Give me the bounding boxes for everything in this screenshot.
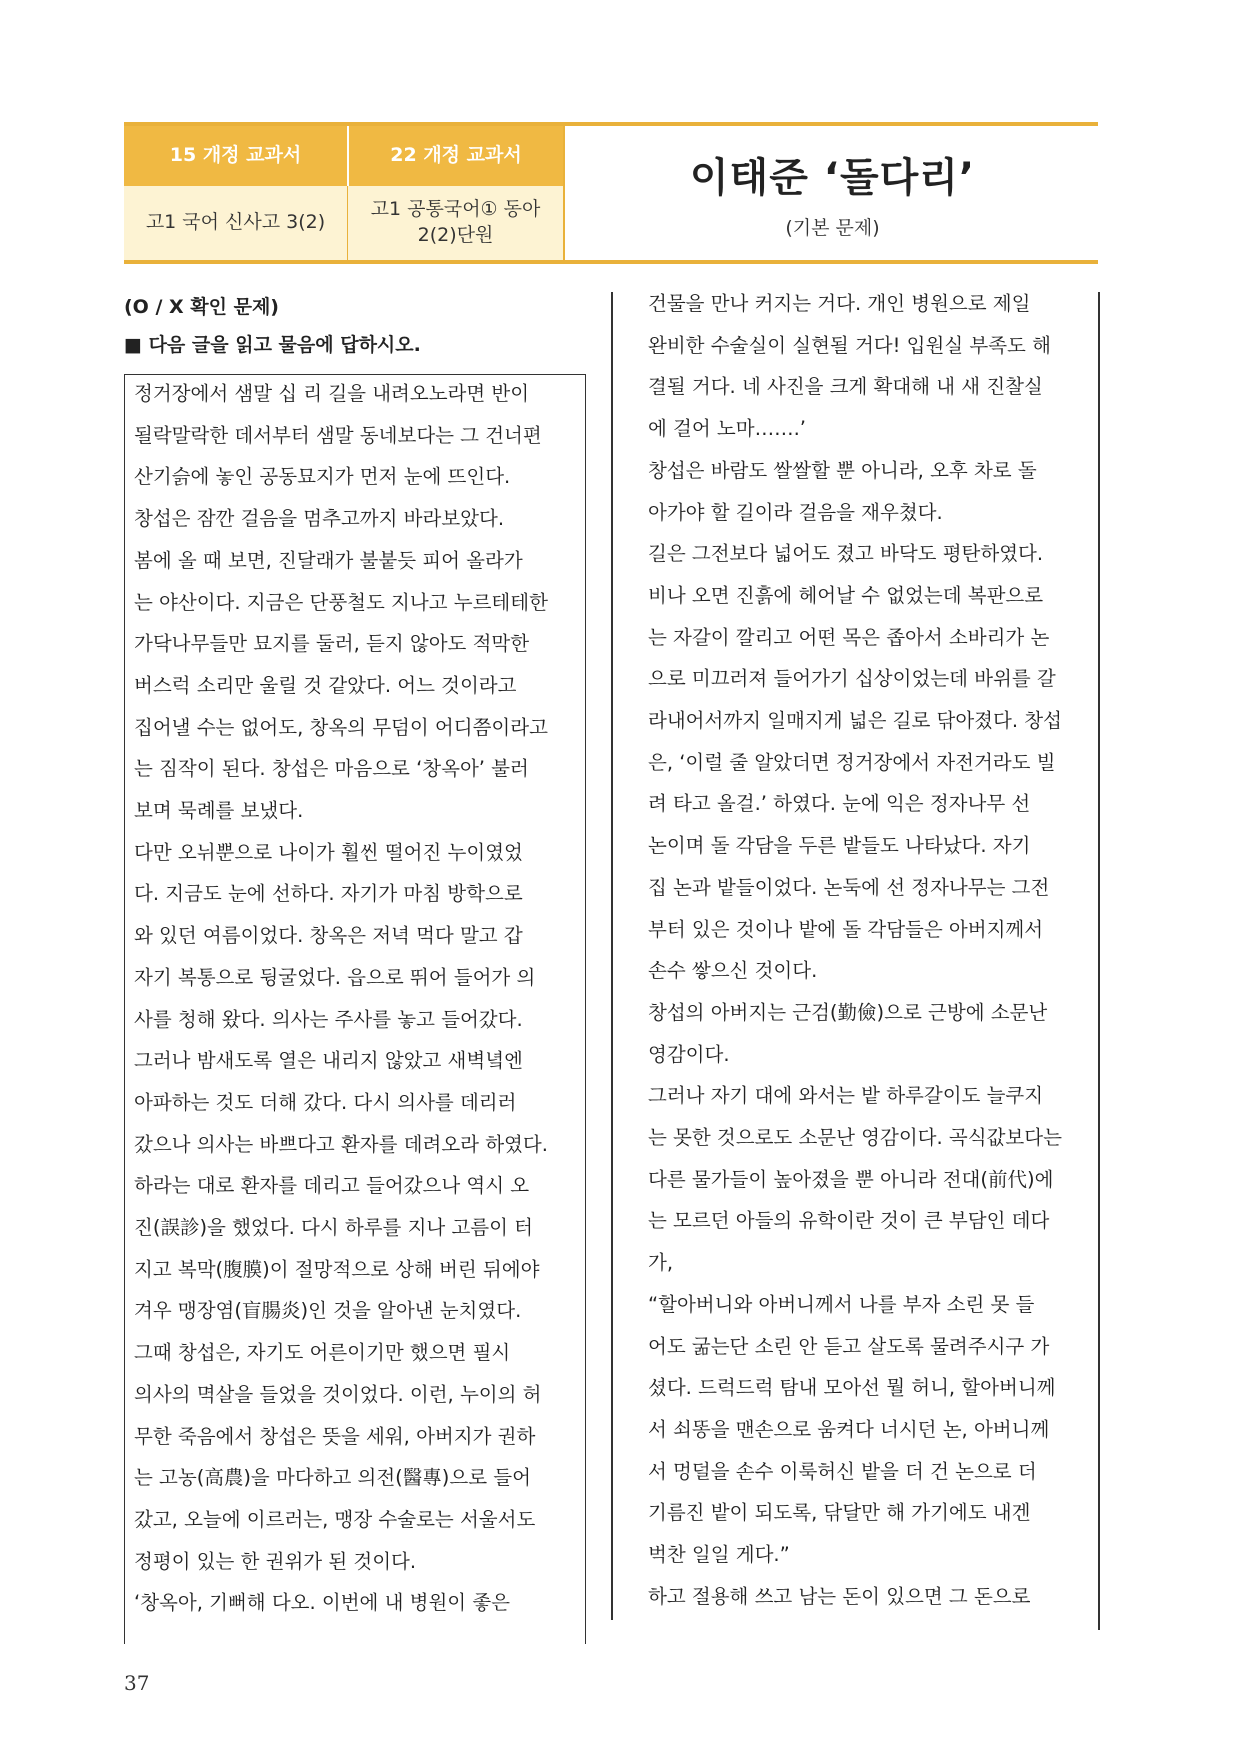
- passage-line: 려 타고 올걸.’ 하였다. 눈에 익은 정자나무 선: [648, 792, 1031, 816]
- passage-line: 아가야 할 길이라 걸음을 재우쳤다.: [648, 500, 943, 524]
- passage-line: 정평이 있는 한 권위가 된 것이다.: [134, 1549, 417, 1573]
- passage-line: “할아버니와 아버니께서 나를 부자 소린 못 들: [648, 1292, 1035, 1316]
- passage-line: 그러나 밤새도록 열은 내리지 않았고 새벽녘엔: [134, 1049, 523, 1073]
- passage-line: 는 모르던 아들의 유학이란 것이 큰 부담인 데다: [648, 1209, 1050, 1233]
- header-col1-value: 고1 국어 신사고 3(2): [124, 186, 347, 260]
- passage-line: 봄에 올 때 보면, 진달래가 불붙듯 피어 올라가: [134, 548, 523, 572]
- passage-line: 지고 복막(腹膜)이 절망적으로 상해 버린 뒤에야: [134, 1257, 540, 1281]
- page-title: 이태준 ‘돌다리’: [689, 155, 976, 201]
- passage-line: 으로 미끄러져 들어가기 십상이었는데 바위를 갈: [648, 667, 1056, 691]
- header-col2-value-line2: 2(2)단원: [417, 224, 494, 246]
- passage-line: 서 멍덜을 손수 이룩허신 밭을 더 건 논으로 더: [648, 1459, 1037, 1483]
- passage-line: 하고 절용해 쓰고 남는 돈이 있으면 그 돈으로: [648, 1584, 1031, 1608]
- header-col1-heading: 15 개정 교과서: [124, 126, 347, 186]
- passage-line: 완비한 수술실이 실현될 거다! 입원실 부족도 해: [648, 333, 1051, 357]
- passage-line: 길은 그전보다 넓어도 졌고 바닥도 평탄하였다.: [648, 542, 1044, 566]
- page-subtitle: (기본 문제): [785, 217, 880, 239]
- passage-line: 보며 묵례를 보냈다.: [134, 799, 304, 823]
- passage-line: 손수 쌓으신 것이다.: [648, 959, 818, 983]
- question-type-label: (O / X 확인 문제): [124, 296, 279, 318]
- passage-line: ‘창옥아, 기뻐해 다오. 이번에 내 병원이 좋은: [134, 1591, 511, 1615]
- passage-line: 정거장에서 샘말 십 리 길을 내려오노라면 반이: [134, 382, 530, 405]
- question-instruction: ■ 다음 글을 읽고 물음에 답하시오.: [124, 334, 421, 356]
- passage-line: 는 못한 것으로도 소문난 영감이다. 곡식값보다는: [648, 1126, 1062, 1150]
- passage-line: 하라는 대로 환자를 데리고 들어갔으나 역시 오: [134, 1174, 530, 1198]
- passage-line: 기름진 밭이 되도록, 닦달만 해 가기에도 내겐: [648, 1501, 1031, 1525]
- column-divider-right: [1098, 292, 1100, 1630]
- passage-line: 논이며 돌 각담을 두른 밭들도 나타났다. 자기: [648, 834, 1031, 858]
- header-col2-value-line1: 고1 공통국어① 동아: [370, 198, 541, 221]
- passage-right-column: [648, 283, 1086, 1618]
- passage-line: 는 고농(高農)을 마다하고 의전(醫專)으로 들어: [134, 1466, 531, 1490]
- passage-line: 가,: [648, 1251, 674, 1275]
- passage-line: 가닥나무들만 묘지를 둘러, 듣지 않아도 적막한: [134, 632, 530, 656]
- passage-line: 그때 창섭은, 자기도 어른이기만 했으면 필시: [134, 1341, 511, 1365]
- passage-line: 어도 굶는단 소린 안 듣고 살도록 물려주시구 가: [648, 1334, 1050, 1358]
- passage-line: 는 짐작이 된다. 창섭은 마음으로 ‘창옥아’ 불러: [134, 757, 529, 781]
- passage-line: 진(誤診)을 했었다. 다시 하루를 지나 고름이 터: [134, 1216, 533, 1240]
- passage-line: 창섭은 바람도 쌀쌀할 뿐 아니라, 오후 차로 돌: [648, 458, 1037, 482]
- passage-line: 갔으나 의사는 바쁘다고 환자를 데려오라 하였다.: [134, 1132, 548, 1156]
- passage-line: 은, ‘이럴 줄 알았더면 정거장에서 자전거라도 빌: [648, 750, 1056, 774]
- passage-line: 창섭의 아버지는 근검(勤儉)으로 근방에 소문난: [648, 1000, 1048, 1024]
- passage-line: 라내어서까지 일매지게 넓은 길로 닦아졌다. 창섭: [648, 709, 1062, 733]
- header-col2-value: [347, 186, 563, 260]
- passage-line: 다만 오뉘뿐으로 나이가 훨씬 떨어진 누이였었: [134, 840, 523, 864]
- passage-line: 그러나 자기 대에 와서는 밭 하루갈이도 늘쿠지: [648, 1084, 1044, 1108]
- passage-line: 사를 청해 왔다. 의사는 주사를 놓고 들어갔다.: [134, 1007, 523, 1031]
- passage-line: 겨우 맹장염(盲腸炎)인 것을 알아낸 눈치였다.: [134, 1299, 522, 1323]
- column-divider-left: [611, 292, 613, 1620]
- passage-line: 서 쇠똥을 맨손으로 움켜다 너시던 논, 아버니께: [648, 1417, 1050, 1441]
- page-number: 37: [124, 1671, 150, 1695]
- passage-line: 는 자갈이 깔리고 어떤 목은 좁아서 소바리가 논: [648, 625, 1050, 649]
- header-col2-heading: 22 개정 교과서: [347, 126, 563, 186]
- passage-line: 집어낼 수는 없어도, 창옥의 무덤이 어디쯤이라고: [134, 715, 548, 739]
- passage-left-column: [134, 373, 570, 1624]
- passage-line: 비나 오면 진흙에 헤어날 수 없었는데 복판으로: [648, 583, 1044, 607]
- passage-line: 창섭은 잠깐 걸음을 멈추고까지 바라보았다.: [134, 507, 505, 531]
- passage-line: 는 야산이다. 지금은 단풍철도 지나고 누르테테한: [134, 590, 548, 614]
- passage-line: 결될 거다. 네 사진을 크게 확대해 내 새 진찰실: [648, 375, 1043, 399]
- passage-line: 에 걸어 노마…….’: [648, 417, 806, 441]
- passage-line: 와 있던 여름이었다. 창옥은 저녁 먹다 말고 갑: [134, 924, 523, 948]
- passage-line: 다른 물가들이 높아졌을 뿐 아니라 전대(前代)에: [648, 1167, 1054, 1191]
- title-box: [563, 126, 1100, 260]
- header-table: [124, 122, 1098, 264]
- passage-line: 건물을 만나 커지는 거다. 개인 병원으로 제일: [648, 292, 1031, 315]
- passage-line: 무한 죽음에서 창섭은 뜻을 세워, 아버지가 권하: [134, 1424, 536, 1448]
- passage-line: 부터 있은 것이나 밭에 돌 각담들은 아버지께서: [648, 917, 1044, 941]
- passage-line: 영감이다.: [648, 1042, 730, 1066]
- passage-line: 벅찬 일일 게다.”: [648, 1543, 790, 1567]
- passage-line: 셨다. 드럭드럭 탐내 모아선 뭘 허니, 할아버니께: [648, 1376, 1056, 1400]
- passage-line: 다. 지금도 눈에 선하다. 자기가 마침 방학으로: [134, 882, 523, 906]
- passage-line: 될락말락한 데서부터 샘말 동네보다는 그 건너편: [134, 423, 542, 447]
- passage-line: 갔고, 오늘에 이르러는, 맹장 수술로는 서울서도: [134, 1507, 536, 1531]
- passage-line: 자기 복통으로 뒹굴었다. 읍으로 뛰어 들어가 의: [134, 965, 536, 989]
- question-heading: [124, 288, 421, 364]
- passage-line: 버스럭 소리만 울릴 것 같았다. 어느 것이라고: [134, 673, 517, 697]
- passage-line: 산기슭에 놓인 공동묘지가 먼저 눈에 뜨인다.: [134, 465, 511, 489]
- passage-line: 아파하는 것도 더해 갔다. 다시 의사를 데리러: [134, 1090, 517, 1114]
- passage-line: 집 논과 밭들이었다. 논둑에 선 정자나무는 그전: [648, 875, 1050, 899]
- passage-line: 의사의 멱살을 들었을 것이었다. 이런, 누이의 허: [134, 1382, 542, 1406]
